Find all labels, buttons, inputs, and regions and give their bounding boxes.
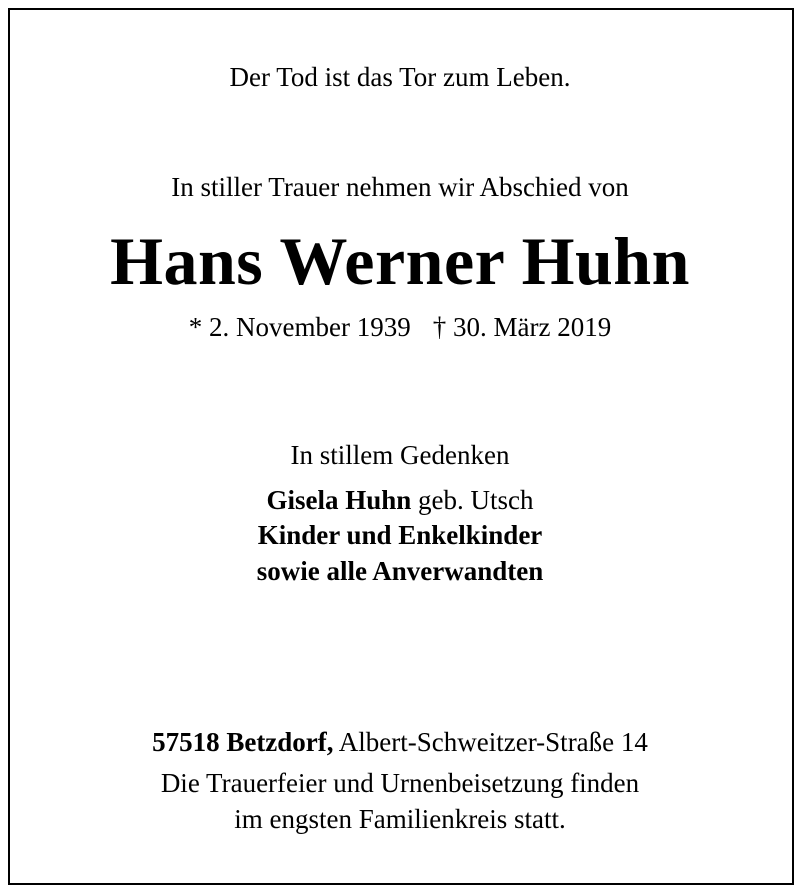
birth-date: * 2. November 1939 (188, 312, 411, 342)
ceremony-line-2: im engsten Familienkreis statt. (234, 804, 566, 834)
memory-line: In stillem Gedenken (290, 440, 510, 470)
intro-text: In stiller Trauer nehmen wir Abschied von (171, 172, 629, 202)
mourner-spouse-name: Gisela Huhn (266, 485, 412, 515)
death-date: † 30. März 2019 (432, 312, 612, 342)
address-city: 57518 Betzdorf, (152, 727, 334, 757)
deceased-name: Hans Werner Huhn (110, 223, 690, 299)
motto: Der Tod ist das Tor zum Leben. (229, 62, 571, 92)
ceremony-line-1: Die Trauerfeier und Urnenbeisetzung finden (160, 768, 640, 798)
address-street: Albert-Schweitzer-Straße 14 (333, 727, 648, 757)
mourner-spouse (0, 485, 800, 516)
address (0, 727, 800, 758)
life-dates (0, 312, 800, 343)
mourner-relatives: sowie alle Anverwandten (256, 556, 544, 586)
mourner-spouse-suffix: geb. Utsch (411, 485, 534, 515)
mourner-children: Kinder und Enkelkinder (257, 520, 543, 550)
